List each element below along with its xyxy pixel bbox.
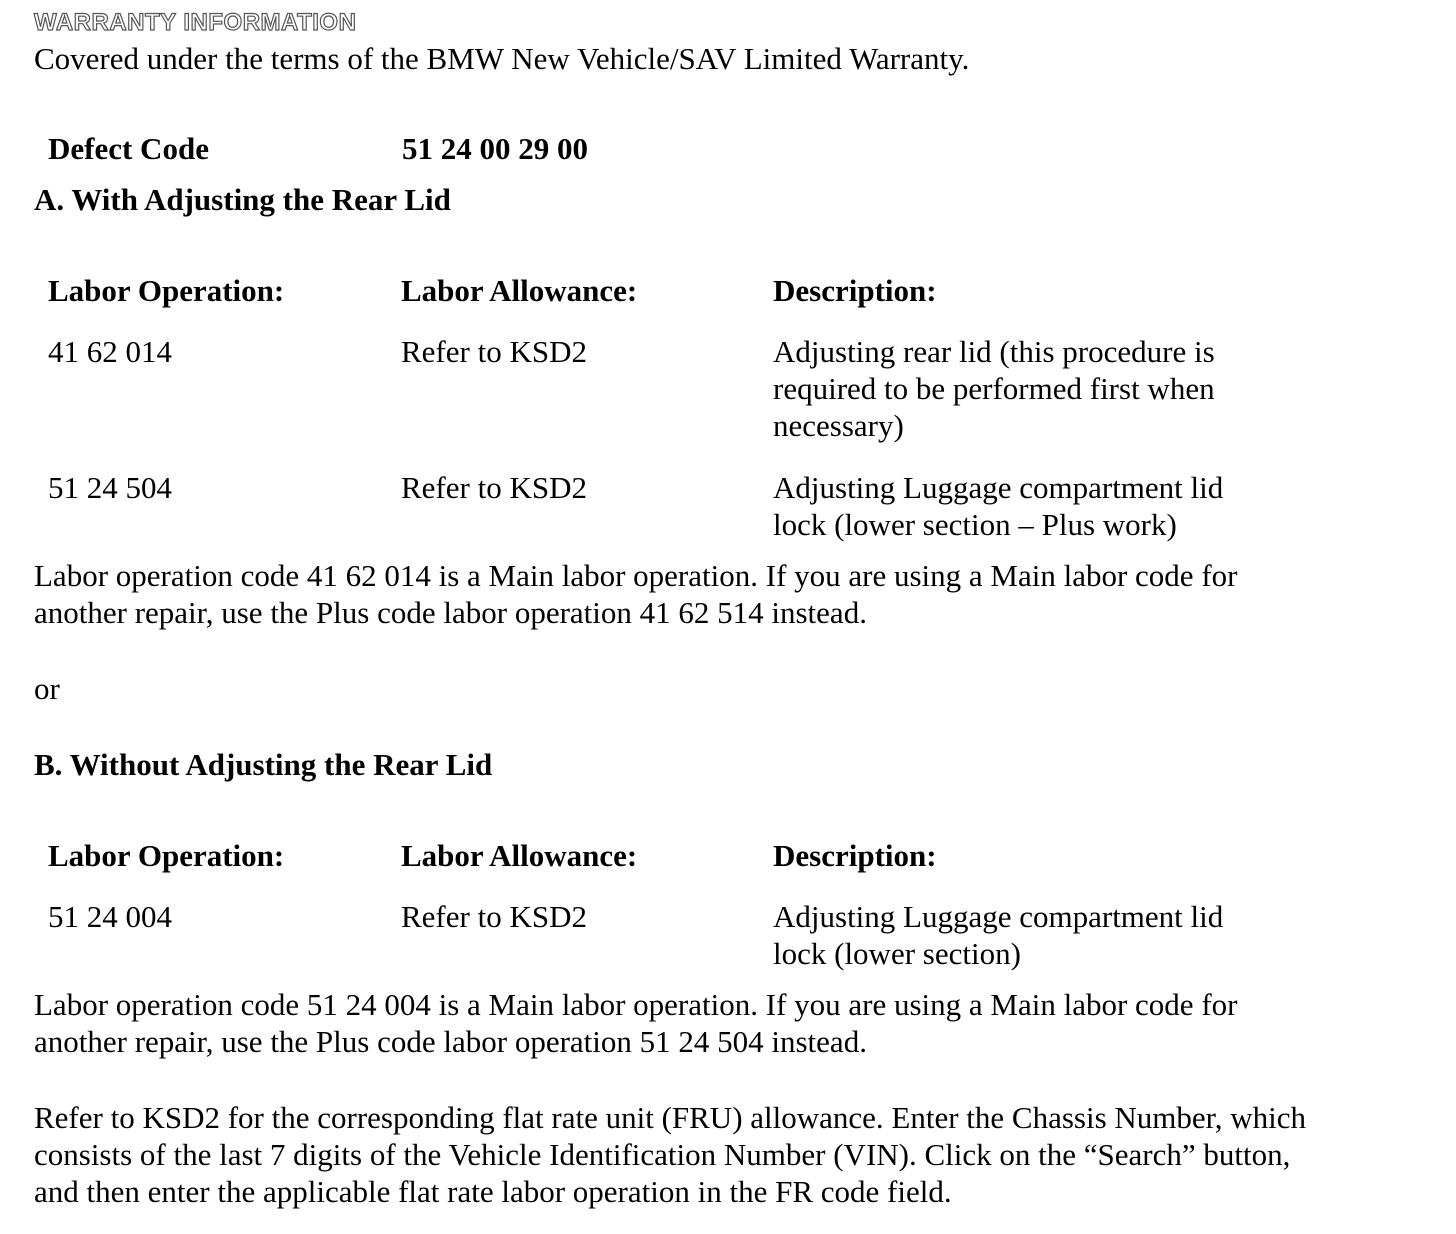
or-text: or: [34, 671, 60, 706]
section-b-note-line: Labor operation code 51 24 004 is a Main labor operation. If you are using a Main labor code for: [34, 987, 1238, 1022]
section-b-note-line: another repair, use the Plus code labor operation 51 24 504 instead.: [34, 1024, 867, 1059]
section-b-title: B. Without Adjusting the Rear Lid: [34, 747, 493, 782]
section-a-header-description: Description:: [773, 273, 937, 308]
section-a-header-operation: Labor Operation:: [48, 273, 285, 308]
section-b-header-operation: Labor Operation:: [48, 838, 285, 873]
row-description-line: required to be performed first when: [773, 371, 1215, 406]
defect-code-value: 51 24 00 29 00: [402, 131, 588, 166]
row-allowance: Refer to KSD2: [401, 470, 587, 505]
row-allowance: Refer to KSD2: [401, 334, 587, 369]
row-description-line: Adjusting rear lid (this procedure is: [773, 334, 1215, 369]
row-operation: 51 24 504: [48, 470, 172, 505]
row-allowance: Refer to KSD2: [401, 899, 587, 934]
warranty-heading: WARRANTY INFORMATION: [34, 9, 357, 36]
ksd2-note-line: Refer to KSD2 for the corresponding flat rate unit (FRU) allowance. Enter the Chassis Number, which: [34, 1100, 1307, 1135]
row-operation: 51 24 004: [48, 899, 172, 934]
section-b-header-allowance: Labor Allowance:: [401, 838, 638, 873]
section-a-note-line: another repair, use the Plus code labor operation 41 62 514 instead.: [34, 595, 867, 630]
row-description-line: necessary): [773, 408, 904, 443]
row-description-line: lock (lower section – Plus work): [773, 507, 1177, 542]
row-description-line: Adjusting Luggage compartment lid: [773, 899, 1224, 934]
section-a-note-line: Labor operation code 41 62 014 is a Main labor operation. If you are using a Main labor code for: [34, 558, 1238, 593]
row-description-line: lock (lower section): [773, 936, 1021, 971]
ksd2-note-line: consists of the last 7 digits of the Vehicle Identification Number (VIN). Click on the “Search” button,: [34, 1137, 1291, 1172]
row-operation: 41 62 014: [48, 334, 172, 369]
ksd2-note-line: and then enter the applicable flat rate labor operation in the FR code field.: [34, 1174, 952, 1209]
section-a-header-allowance: Labor Allowance:: [401, 273, 638, 308]
coverage-text: Covered under the terms of the BMW New Vehicle/SAV Limited Warranty.: [34, 41, 970, 76]
section-b-header-description: Description:: [773, 838, 937, 873]
section-a-title: A. With Adjusting the Rear Lid: [34, 182, 451, 217]
defect-code-label: Defect Code: [48, 131, 209, 166]
row-description-line: Adjusting Luggage compartment lid: [773, 470, 1224, 505]
